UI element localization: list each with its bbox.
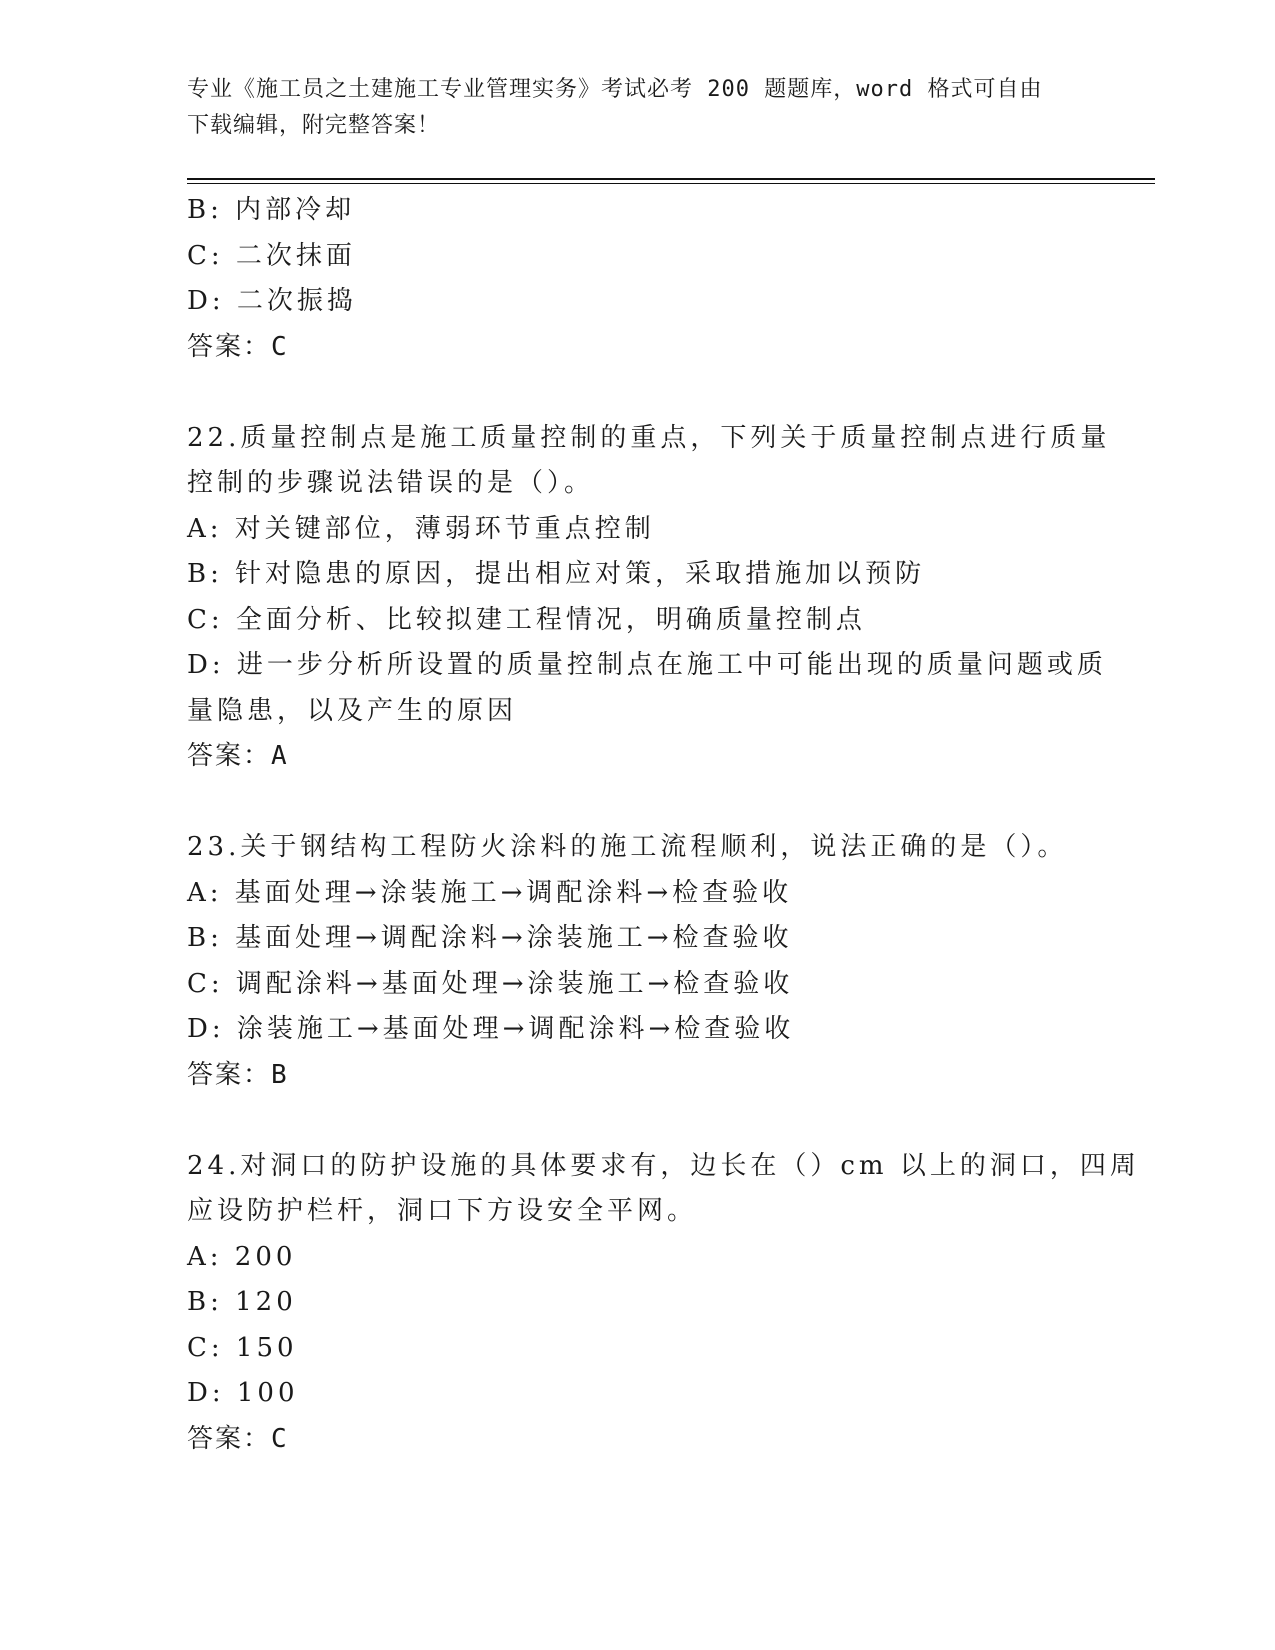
question-stem-line-1: 22.质量控制点是施工质量控制的重点，下列关于质量控制点进行质量: [187, 422, 1111, 453]
answer-line: 答案：C: [187, 1423, 289, 1454]
option-c: C: 调配涂料→基面处理→涂装施工→检查验收: [187, 968, 794, 999]
option-d: D: 二次振捣: [187, 286, 357, 316]
option-d-line-1: D: 进一步分析所设置的质量控制点在施工中可能出现的质量问题或质: [187, 650, 1107, 680]
option-d: D: 涂装施工→基面处理→调配涂料→检查验收: [187, 1014, 795, 1044]
question-21-tail: [187, 188, 1087, 370]
header-line-2: 下载编辑，附完整答案！: [187, 113, 441, 138]
option-b: B: 基面处理→调配涂料→涂装施工→检查验收: [187, 923, 793, 953]
option-d: D: 100: [187, 1378, 299, 1408]
spacer: [187, 1098, 1087, 1144]
option-c: C: 二次抹面: [187, 240, 356, 271]
question-list: [187, 188, 1140, 1462]
option-b: B: 120: [187, 1287, 297, 1317]
option-a: A: 对关键部位，薄弱环节重点控制: [187, 513, 655, 544]
option-a: A: 基面处理→涂装施工→调配涂料→检查验收: [187, 877, 793, 908]
question-stem-line-2: 控制的步骤说法错误的是（）。: [187, 468, 595, 498]
question-22: [187, 416, 1111, 780]
option-a: A: 200: [187, 1241, 297, 1272]
option-d-line-2: 量隐患，以及产生的原因: [187, 695, 518, 726]
document-header: [187, 72, 1087, 144]
question-stem-line-2: 应设防护栏杆，洞口下方设安全平网。: [187, 1196, 698, 1226]
spacer: [187, 780, 1087, 826]
header-divider-thick: [187, 178, 1155, 180]
question-24: [187, 1144, 1140, 1463]
option-c: C: 150: [187, 1332, 298, 1363]
header-divider-thin: [187, 183, 1155, 184]
question-stem-line-1: 24.对洞口的防护设施的具体要求有，边长在（）cm 以上的洞口，四周: [187, 1150, 1140, 1181]
spacer: [187, 370, 1087, 416]
question-23: [187, 825, 1087, 1098]
question-stem: 23.关于钢结构工程防火涂料的施工流程顺利，说法正确的是（）。: [187, 832, 1068, 862]
answer-line: 答案：A: [187, 741, 289, 771]
header-line-1: 专业《施工员之土建施工专业管理实务》考试必考 200 题题库，word 格式可自由: [187, 77, 1043, 102]
option-b: B: 内部冷却: [187, 195, 356, 225]
answer-line: 答案：C: [187, 331, 289, 362]
option-c: C: 全面分析、比较拟建工程情况，明确质量控制点: [187, 604, 866, 635]
option-b: B: 针对隐患的原因，提出相应对策，采取措施加以预防: [187, 559, 926, 589]
answer-line: 答案：B: [187, 1059, 289, 1090]
